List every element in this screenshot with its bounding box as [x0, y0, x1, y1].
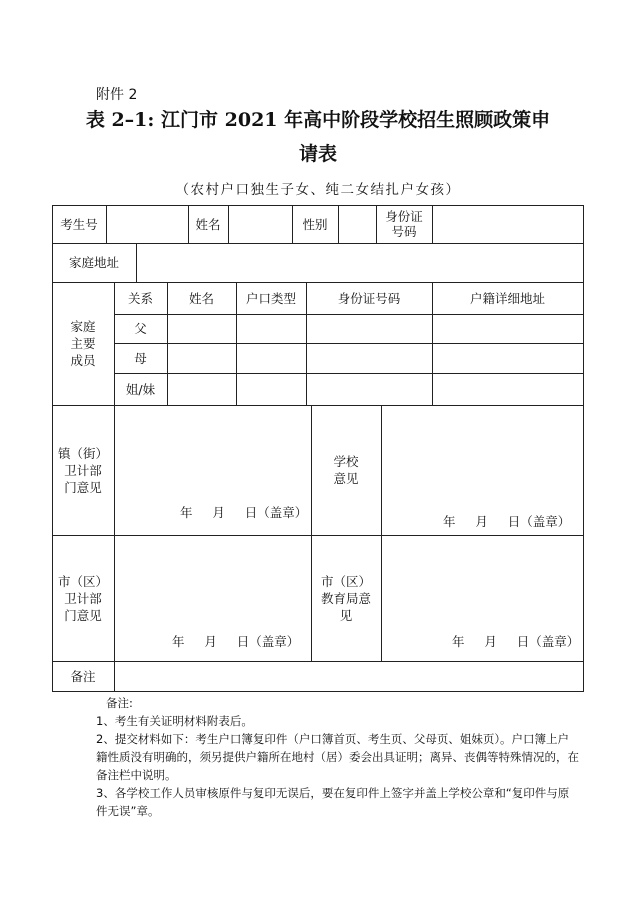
relation-mother: 母: [134, 350, 147, 366]
exam-number-label: 考生号: [60, 216, 98, 232]
town-health-opinion-label: 镇（街） 卫计部 门意见: [57, 445, 108, 495]
note-item: 1、考生有关证明材料附表后。: [96, 714, 253, 728]
gender-field[interactable]: [339, 206, 375, 242]
remarks-label: 备注: [70, 668, 96, 684]
id-number-label: 身份证 号码: [385, 209, 423, 239]
town-health-date-stamp: 年 月 日（盖章）: [180, 505, 308, 520]
notes-section: [96, 694, 580, 820]
col-hukou-address-header: 户籍详细地址: [469, 290, 545, 306]
form-subtitle: （农村户口独生子女、纯二女结扎户女孩）: [175, 182, 461, 198]
attachment-label: 附件 2: [96, 87, 138, 103]
name-field[interactable]: [229, 206, 291, 242]
notes-heading: 备注:: [106, 696, 133, 710]
education-bureau-opinion-label: 市（区） 教育局意 见: [320, 573, 371, 623]
exam-number-field[interactable]: [107, 206, 187, 242]
col-name-header: 姓名: [188, 290, 214, 306]
city-health-date-stamp: 年 月 日（盖章）: [172, 634, 300, 649]
remarks-field[interactable]: [115, 662, 582, 690]
name-label: 姓名: [195, 216, 221, 232]
city-health-opinion-label: 市（区） 卫计部 门意见: [57, 573, 108, 623]
family-members-label: 家庭 主要 成员: [70, 319, 96, 368]
form-title-line1: 表 2–1: 江门市 2021 年高中阶段学校招生照顾政策申: [85, 109, 551, 131]
note-item: 2、提交材料如下：考生户口簿复印件（户口簿首页、考生页、父母页、姐妹页）。户口簿上户籍性质没有明确的，须另提供户籍所在地村（居）委会出具证明；离异、丧偶等特殊情况的，在备注栏中说明。: [96, 732, 579, 782]
form-title-line2: 请表: [298, 143, 337, 165]
gender-label: 性别: [302, 216, 328, 232]
col-hukou-type-header: 户口类型: [245, 290, 296, 306]
note-item: 3、各学校工作人员审核原件与复印无误后，要在复印件上签字并盖上学校公章和“复印件与原件无误”章。: [96, 786, 570, 818]
school-opinion-label: 学校 意见: [333, 454, 359, 486]
home-address-field[interactable]: [137, 244, 582, 281]
id-number-field[interactable]: [433, 206, 582, 242]
school-date-stamp: 年 月 日（盖章）: [443, 514, 571, 529]
col-relation-header: 关系: [127, 290, 153, 306]
col-id-number-header: 身份证号码: [337, 290, 401, 306]
relation-sister: 姐/妹: [125, 381, 156, 397]
education-bureau-date-stamp: 年 月 日（盖章）: [452, 634, 580, 649]
home-address-label: 家庭地址: [68, 255, 119, 270]
relation-father: 父: [134, 321, 147, 336]
